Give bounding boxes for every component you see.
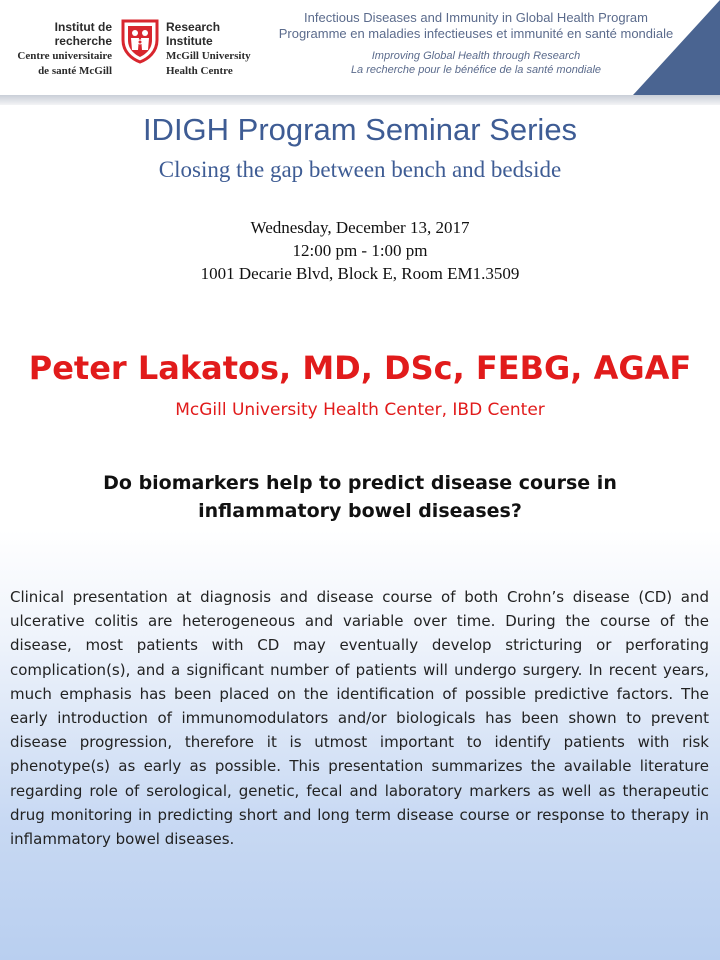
header-divider-bar: [0, 95, 720, 105]
program-name-en: Infectious Diseases and Immunity in Global Health Program: [304, 10, 648, 25]
seminar-series-title: IDIGH Program Seminar Series: [142, 112, 578, 147]
event-details: [0, 216, 720, 285]
institute-en-line3: McGill University: [166, 50, 251, 62]
talk-title-line2: inflammatory bowel diseases?: [198, 500, 522, 522]
institute-en-line1: Research: [166, 20, 221, 34]
event-time: 12:00 pm - 1:00 pm: [292, 241, 428, 260]
corner-triangle-decoration: [625, 0, 720, 95]
institute-name-fr: [17, 20, 112, 78]
talk-title: [60, 469, 660, 525]
speaker-affiliation: McGill University Health Center, IBD Center: [175, 400, 545, 420]
program-name-fr: Programme en maladies infectieuses et immunité en santé mondiale: [278, 26, 674, 41]
program-motto-fr: La recherche pour le bénéfice de la santé mondiale: [350, 64, 602, 76]
institute-fr-line3: Centre universitaire: [17, 50, 112, 62]
event-location: 1001 Decarie Blvd, Block E, Room EM1.3509: [200, 264, 520, 283]
institute-fr-line2: recherche: [54, 34, 112, 48]
institute-fr-line4: de santé McGill: [38, 65, 112, 77]
abstract-text: Clinical presentation at diagnosis and disease course of both Crohn’s disease (CD) and ulcerative colitis are heterogeneous and variable over time. During the course of the disease, most patients with CD may eventually develop stricturing or perforating complication(s), and a significant number of patients will undergo surgery. In recent years, much emphasis has been placed on the identification of possible predictive factors. The early introduction of immunomodulators and/or biologicals has been shown to prevent disease progression, therefore it is utmost important to identify patients with risk phenotype(s) as early as possible. This presentation summarizes the available literature regarding role of serological, genetic, fecal and laboratory markers as well as therapeutic drug monitoring in predicting short and long term disease course or response to therapy in inflammatory bowel diseases.: [10, 588, 709, 849]
institute-fr-line1: Institut de: [54, 20, 112, 34]
muhc-shield-logo-icon: [120, 18, 160, 64]
program-name: [276, 10, 676, 77]
seminar-subtitle: Closing the gap between bench and bedside: [158, 157, 562, 182]
talk-title-line1: Do biomarkers help to predict disease course in: [103, 472, 617, 494]
institute-name-en: [166, 20, 251, 78]
institute-en-line4: Health Centre: [166, 65, 233, 77]
program-motto-en: Improving Global Health through Research: [371, 50, 581, 62]
institute-en-line2: Institute: [166, 34, 213, 48]
speaker-name: Peter Lakatos, MD, DSc, FEBG, AGAF: [28, 349, 692, 387]
event-date: Wednesday, December 13, 2017: [250, 218, 470, 237]
header: [0, 0, 720, 95]
